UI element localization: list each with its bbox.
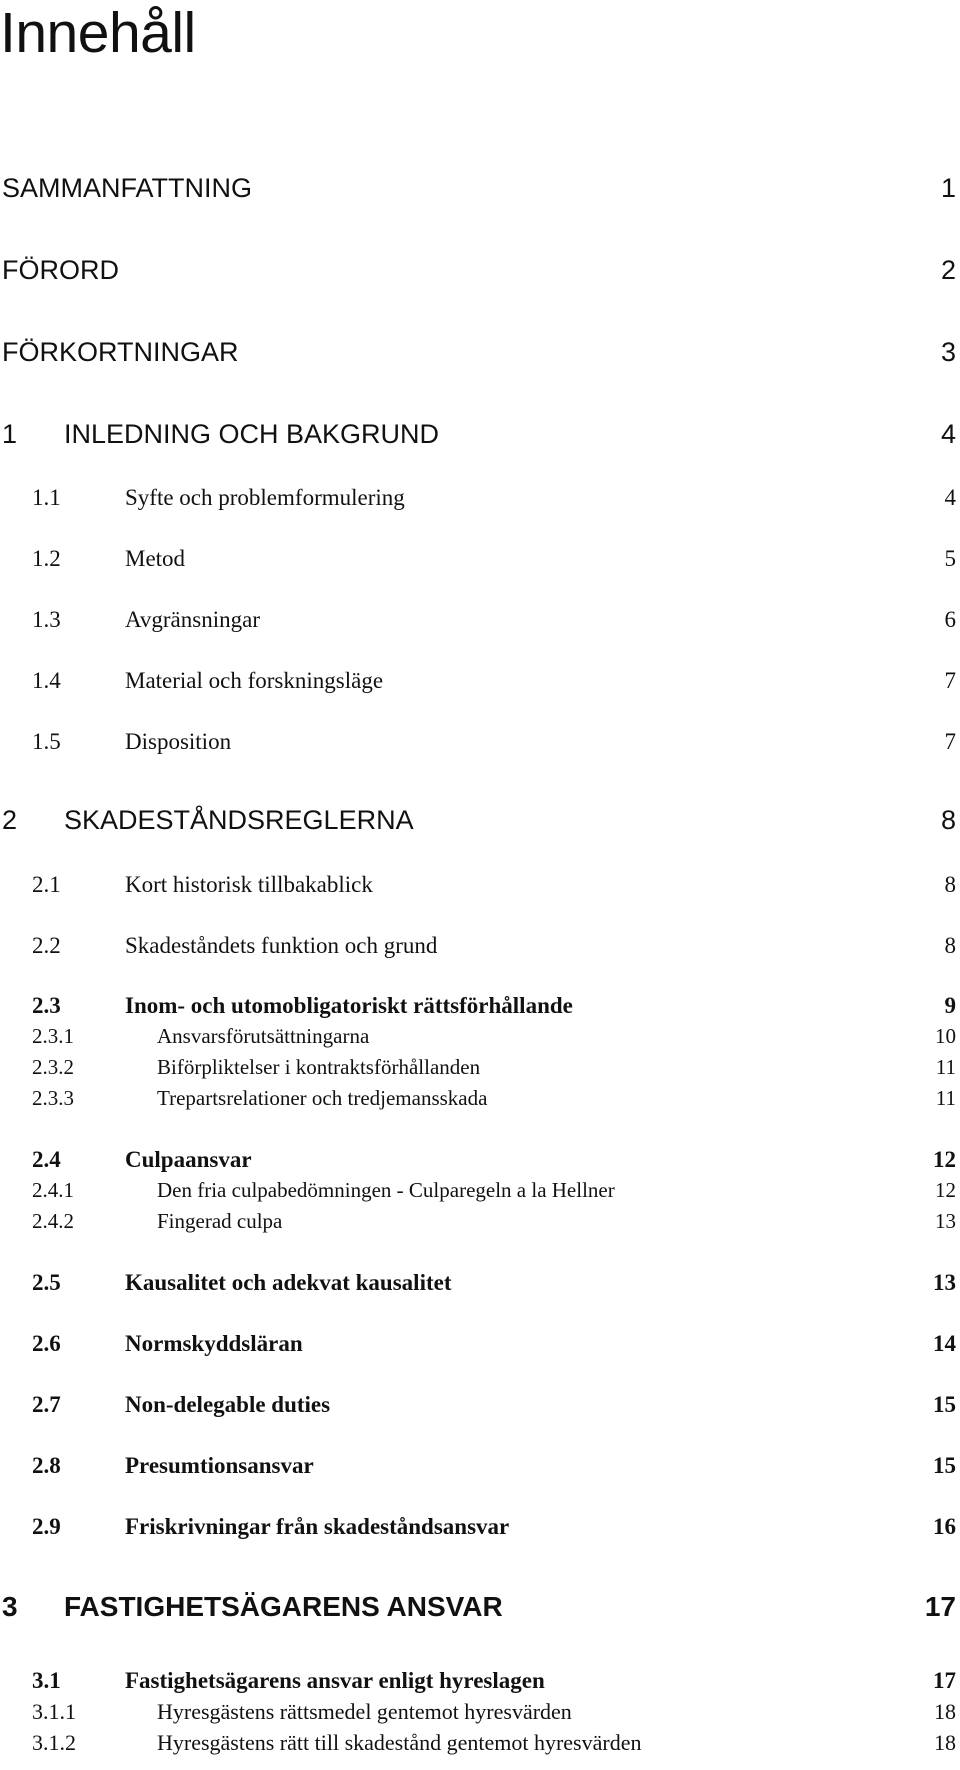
toc-entry-title: Fastighetsägarens ansvar enligt hyreslagen	[125, 1668, 545, 1693]
toc-page-number: 4	[940, 419, 956, 449]
toc-entry-title: Kausalitet och adekvat kausalitet	[125, 1270, 452, 1295]
toc-entry[interactable]	[0, 1145, 960, 1175]
toc-entry[interactable]	[0, 1390, 960, 1420]
toc-entry-title: INLEDNING OCH BAKGRUND	[64, 419, 440, 449]
toc-entry-title: Hyresgästens rättsmedel gentemot hyresvärden	[157, 1699, 572, 1724]
toc-entry[interactable]	[0, 1206, 960, 1236]
toc-entry[interactable]	[0, 255, 960, 285]
toc-entry-title: Syfte och problemformulering	[125, 485, 405, 510]
toc-entry-title: Normskyddsläran	[125, 1331, 303, 1356]
toc-entry-title: Metod	[125, 546, 186, 571]
toc-page-number: 13	[935, 1209, 956, 1233]
toc-entry[interactable]	[0, 1268, 960, 1298]
toc-entry[interactable]	[0, 1451, 960, 1481]
toc-entry-title: Non-delegable duties	[125, 1392, 331, 1417]
toc-entry[interactable]	[0, 1083, 960, 1113]
toc-entry-number: 3.1.1	[32, 1699, 76, 1724]
toc-entry[interactable]	[0, 1175, 960, 1205]
toc-entry[interactable]	[0, 1697, 960, 1727]
toc-entry-number: 2	[2, 805, 18, 835]
toc-page-number: 4	[944, 485, 956, 510]
toc-page-number: 12	[935, 1178, 956, 1202]
toc-entry-number: 2.3.2	[32, 1055, 74, 1079]
toc-entry[interactable]	[0, 931, 960, 961]
toc-entry-number: 2.1	[32, 872, 61, 897]
toc-entry-number: 1	[2, 419, 18, 449]
toc-entry[interactable]	[0, 173, 960, 203]
toc-page-number: 18	[934, 1730, 956, 1755]
toc-page-number: 10	[935, 1024, 956, 1048]
toc-page-number: 13	[933, 1270, 956, 1295]
toc-entry-number: 2.4.1	[32, 1178, 74, 1202]
toc-page-number: 8	[940, 805, 956, 835]
toc-entry[interactable]	[0, 483, 960, 513]
toc-page-number: 2	[940, 255, 956, 285]
toc-entry[interactable]	[0, 805, 960, 835]
toc-entry[interactable]	[0, 1021, 960, 1051]
toc-page-number: 5	[944, 546, 956, 571]
toc-page-number: 6	[944, 607, 956, 632]
toc-entry-title: Ansvarsförutsättningarna	[157, 1024, 370, 1048]
toc-page-number: 7	[944, 729, 956, 754]
toc-entry-number: 3.1	[32, 1668, 61, 1693]
toc-entry-number: 1.5	[32, 729, 61, 754]
toc-page-number: 18	[934, 1699, 956, 1724]
toc-entry[interactable]	[0, 1728, 960, 1758]
toc-page-number: 9	[944, 993, 956, 1018]
toc-entry-number: 1.1	[32, 485, 61, 510]
toc-entry-title: Fingerad culpa	[157, 1209, 283, 1233]
toc-entry-number: 2.9	[32, 1514, 61, 1539]
toc-entry-title: Biförpliktelser i kontraktsförhållanden	[157, 1055, 481, 1079]
toc-entry-title: Disposition	[125, 729, 232, 754]
toc-entry-title: FASTIGHETSÄGARENS ANSVAR	[64, 1591, 503, 1622]
toc-entry-title: Skadeståndets funktion och grund	[125, 933, 438, 958]
toc-entry-number: 1.2	[32, 546, 61, 571]
toc-page-number: 3	[940, 337, 956, 367]
toc-entry-title: Hyresgästens rätt till skadestånd gentemot hyresvärden	[157, 1730, 642, 1755]
toc-page-number: 8	[944, 872, 956, 897]
toc-entry-number: 1.4	[32, 668, 61, 693]
toc-entry-number: 2.8	[32, 1453, 61, 1478]
toc-page-number: 17	[933, 1668, 956, 1693]
toc-entry[interactable]	[0, 337, 960, 367]
toc-entry-number: 3.1.2	[32, 1730, 76, 1755]
toc-page-number: 14	[933, 1331, 956, 1356]
toc-entry[interactable]	[0, 1512, 960, 1542]
toc-entry[interactable]	[0, 991, 960, 1021]
toc-page-number: 11	[935, 1055, 956, 1079]
toc-entry[interactable]	[0, 544, 960, 574]
toc-entry[interactable]	[0, 419, 960, 449]
toc-page-number: 15	[933, 1453, 956, 1478]
toc-entry[interactable]	[0, 1052, 960, 1082]
toc-entry[interactable]	[0, 666, 960, 696]
toc-entry[interactable]	[0, 870, 960, 900]
toc-entry-title: Culpaansvar	[125, 1147, 252, 1172]
toc-entry-number: 2.2	[32, 933, 61, 958]
toc-entry-number: 2.4	[32, 1147, 61, 1172]
toc-entry-number: 2.6	[32, 1331, 61, 1356]
toc-page-number: 12	[933, 1147, 956, 1172]
toc-entry[interactable]	[0, 1666, 960, 1696]
toc-entry-number: 2.3.3	[32, 1086, 74, 1110]
toc-entry-title: Friskrivningar från skadeståndsansvar	[125, 1514, 510, 1539]
toc-entry-number: 2.5	[32, 1270, 61, 1295]
toc-page-number: 8	[944, 933, 956, 958]
toc-entry-number: 3	[2, 1591, 18, 1622]
page-title: Innehåll	[0, 1, 196, 65]
toc-entry-number: 1.3	[32, 607, 61, 632]
toc-entry-number: 2.7	[32, 1392, 61, 1417]
toc-page-number: 1	[940, 173, 956, 203]
toc-page-number: 16	[933, 1514, 956, 1539]
toc-page-number: 7	[944, 668, 956, 693]
toc-entry-title: Material och forskningsläge	[125, 668, 384, 693]
toc-entry[interactable]	[0, 1329, 960, 1359]
toc-entry-title: Presumtionsansvar	[125, 1453, 314, 1478]
toc-entry-title: Inom- och utomobligatoriskt rättsförhållande	[125, 993, 573, 1018]
toc-entry-title: SAMMANFATTNING	[2, 173, 253, 203]
toc-entry[interactable]	[0, 605, 960, 635]
toc-entry[interactable]	[0, 727, 960, 757]
toc-entry-title: Trepartsrelationer och tredjemansskada	[157, 1086, 488, 1110]
toc-page-number: 15	[933, 1392, 956, 1417]
toc-entry[interactable]	[0, 1592, 960, 1622]
toc-entry-number: 2.3.1	[32, 1024, 74, 1048]
toc-entry-title: FÖRKORTNINGAR	[2, 337, 239, 367]
toc-entry-title: FÖRORD	[2, 255, 119, 285]
toc-entry-title: Avgränsningar	[125, 607, 260, 632]
toc-page-number: 11	[935, 1086, 956, 1110]
toc-entry-title: Kort historisk tillbakablick	[125, 872, 373, 897]
toc-entry-number: 2.4.2	[32, 1209, 74, 1233]
toc-page-number: 17	[924, 1591, 956, 1622]
toc-entry-number: 2.3	[32, 993, 61, 1018]
toc-entry-title: SKADESTÅNDSREGLERNA	[64, 805, 414, 835]
toc-entry-title: Den fria culpabedömningen - Culparegeln a la Hellner	[157, 1178, 615, 1202]
